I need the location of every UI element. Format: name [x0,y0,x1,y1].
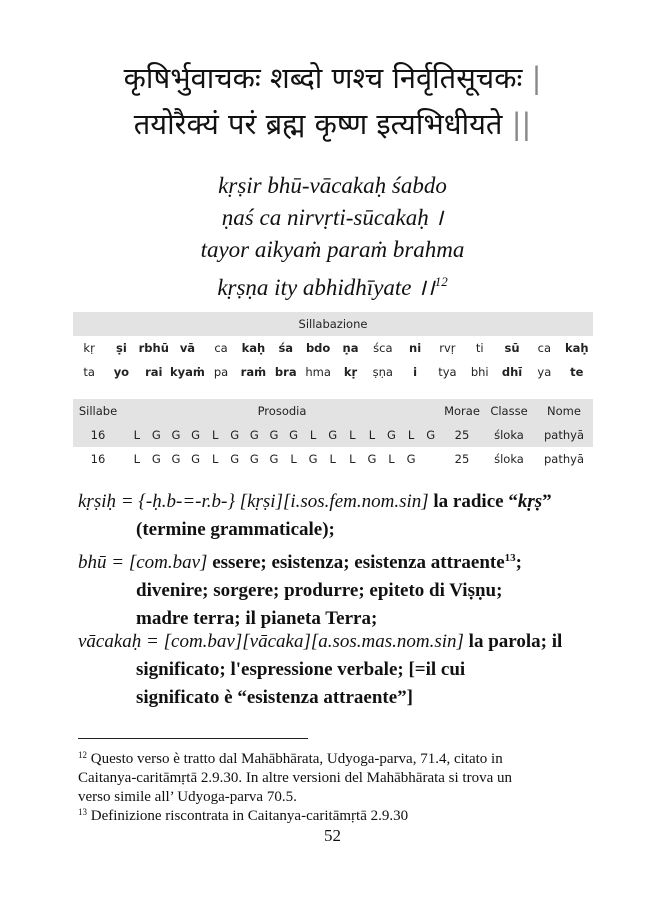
entry-krsih [78,488,608,544]
prosody-mark: G [367,452,377,466]
devanagari-line-1 [0,58,665,98]
prosody-mark: G [426,428,436,442]
syllable-row-1 [73,336,593,360]
page-number: 52 [324,826,341,845]
entry-continuation: significato è “esistenza attraente”] [136,687,414,708]
prosodia-header-row [73,399,593,423]
entry-term: kṛṣiḥ = {-ḥ.b-=-r.b-} [kṛṣi][i.sos.fem.nom.sin] [78,491,429,512]
entry-quote-close: ” [542,491,552,512]
prosody-mark: G [269,428,279,442]
footnote-ref-13: 13 [504,552,516,564]
row2-pattern [123,447,441,471]
prosody-mark: G [249,452,259,466]
syllable-cell: śca [373,341,393,355]
syllable-cell: tya [438,365,457,379]
footnote-12 [78,746,598,807]
prosody-mark: G [269,452,279,466]
row2-classe: śloka [494,452,524,466]
syllable-cell: ya [537,365,552,379]
syllable-cell: vā [179,341,196,355]
footnote-separator [78,738,308,739]
translit-line-4 [0,266,665,304]
footnote-number: 13 [78,807,87,817]
syllable-cell: rai [145,365,163,379]
prosody-mark: G [151,428,161,442]
danda-single: | [531,61,542,95]
prosody-mark: G [191,428,201,442]
syllable-cell: śa [278,341,294,355]
syllable-cell: kyaṁ [170,365,205,379]
danda-double: || [511,107,532,141]
syllable-cell: kṛ [83,341,95,355]
footnote-line: verso simile all’ Udyoga-parva 70.5. [78,789,297,805]
syllable-cell: ṣṇa [372,365,393,379]
syllable-cell: sū [504,341,520,355]
translit-line-1: kṛṣir bhū-vācakaḥ śabdo [218,173,447,198]
row1-nome: pathyā [544,428,584,442]
syllable-cell: ni [409,341,422,355]
syllable-cell: i [413,365,418,379]
entry-root: kṛṣ [517,491,543,512]
translit-line-3: tayor aikyaṁ paraṁ brahma [200,237,465,262]
prosody-mark: L [211,428,219,442]
sillabazione-table [73,312,593,384]
prosody-mark: G [171,452,181,466]
prosody-mark: L [388,452,395,466]
entry-term: bhū = [com.bav] [78,552,208,573]
syllable-cell: kaḥ [564,341,589,355]
footnote-number: 12 [78,750,87,760]
sillabazione-header: Sillabazione [298,317,368,331]
syllable-row-2 [73,360,593,384]
entry-line [78,628,608,656]
prosody-mark: L [309,428,317,442]
footnote-ref-12: 12 [434,274,448,289]
syllable-cell: yo [113,365,130,379]
syllable-cell: ṣi [115,341,127,355]
prosody-mark: L [349,428,356,442]
entry-bhu [78,544,608,633]
syllable-cell: bra [274,365,297,379]
col-morae: Morae [444,404,480,418]
prosody-mark: L [133,428,140,442]
syllable-cell: ca [537,341,552,355]
footnote-line: Caitanya-caritāmṛtā 2.9.30. In altre versioni del Mahābhārata si trova un [78,770,513,786]
entry-line [78,488,608,516]
translit-text-4: kṛṣṇa ity abhidhīyate ।। [217,275,435,300]
row2-nome: pathyā [544,452,584,466]
col-nome: Nome [547,404,581,418]
syllable-cell: raṁ [240,365,267,379]
entry-continuation: significato; l'espressione verbale; [=il cui [136,659,466,680]
prosody-mark: G [249,428,259,442]
col-classe: Classe [490,404,528,418]
syllable-cell: pa [213,365,229,379]
syllable-cell: kaḥ [241,341,266,355]
entry-definition: la radice “ [428,491,518,512]
footnote-text: Questo verso è tratto dal Mahābhārata, Udyoga-parva, 71.4, citato in [90,751,503,767]
entry-vacakah [78,628,608,712]
entry-continuation: (termine grammaticale); [136,519,335,540]
syllable-cell: rvṛ [439,341,456,355]
row1-pattern [123,423,441,447]
prosody-mark: L [407,428,415,442]
syllable-cell: hma [305,365,331,379]
prosody-mark: L [133,452,140,466]
prosody-mark: L [368,428,376,442]
entry-def-end: ; [515,552,522,573]
entry-definition: essere; esistenza; esistenza attraente [207,552,505,573]
footnote-text: Definizione riscontrata in Caitanya-caritāmṛtā 2.9.30 [90,808,409,824]
syllable-cell: bhi [470,365,489,379]
translit-line-2: ṇaś ca nirvṛti-sūcakaḥ । [221,205,444,230]
syllable-cell: bdo [305,341,331,355]
syllable-cell: te [570,365,584,379]
prosody-mark: G [308,452,318,466]
syllable-cell: ca [214,341,228,355]
prosody-mark: G [230,428,240,442]
devanagari-text-1: कृषिर्भुवाचकः शब्दो णश्च निर्वृतिसूचकः [123,61,523,95]
prosody-mark: G [328,428,338,442]
prosody-mark: G [387,428,396,442]
syllable-cell: kṛ [343,365,358,379]
prosody-mark: G [151,452,161,466]
row1-sillabe: 16 [90,428,106,442]
row2-sillabe: 16 [90,452,106,466]
footnote-line [78,746,598,769]
entry-line [78,544,608,577]
prosody-mark: G [406,452,416,466]
syllable-cell: ti [475,341,484,355]
row2-morae: 25 [454,452,470,466]
row1-classe: śloka [494,428,524,442]
prosodia-table [73,399,593,471]
prosodia-row-2 [73,447,593,471]
entry-term: vācakaḥ = [com.bav][vācaka][a.sos.mas.nom.sin] [78,631,464,652]
syllable-cell: ṇa [342,341,359,355]
prosody-mark: L [211,452,219,466]
devanagari-text-2: तयोरैक्यं परं ब्रह्म कृष्ण इत्यभिधीयते [133,107,503,141]
prosody-mark: G [191,452,201,466]
entry-definition: la parola; il [463,631,563,652]
syllable-cell: rbhū [138,341,169,355]
entry-continuation: divenire; sorgere; produrre; epiteto di Viṣṇu; [136,580,503,601]
col-prosodia: Prosodia [257,404,307,418]
row1-morae: 25 [454,428,470,442]
prosody-mark: L [349,452,356,466]
devanagari-line-2 [0,104,665,144]
prosody-mark: L [329,452,336,466]
entry-continuation: madre terra; il pianeta Terra; [136,608,378,629]
footnote-line [78,803,598,826]
footnote-13 [78,803,598,826]
prosody-mark: G [171,428,181,442]
prosody-mark: G [289,428,298,442]
prosodia-row-1 [73,423,593,447]
col-sillabe: Sillabe [78,404,118,418]
syllable-cell: dhī [501,365,523,379]
prosody-mark: L [290,452,297,466]
prosody-mark: G [230,452,240,466]
syllable-cell: ta [83,365,95,379]
